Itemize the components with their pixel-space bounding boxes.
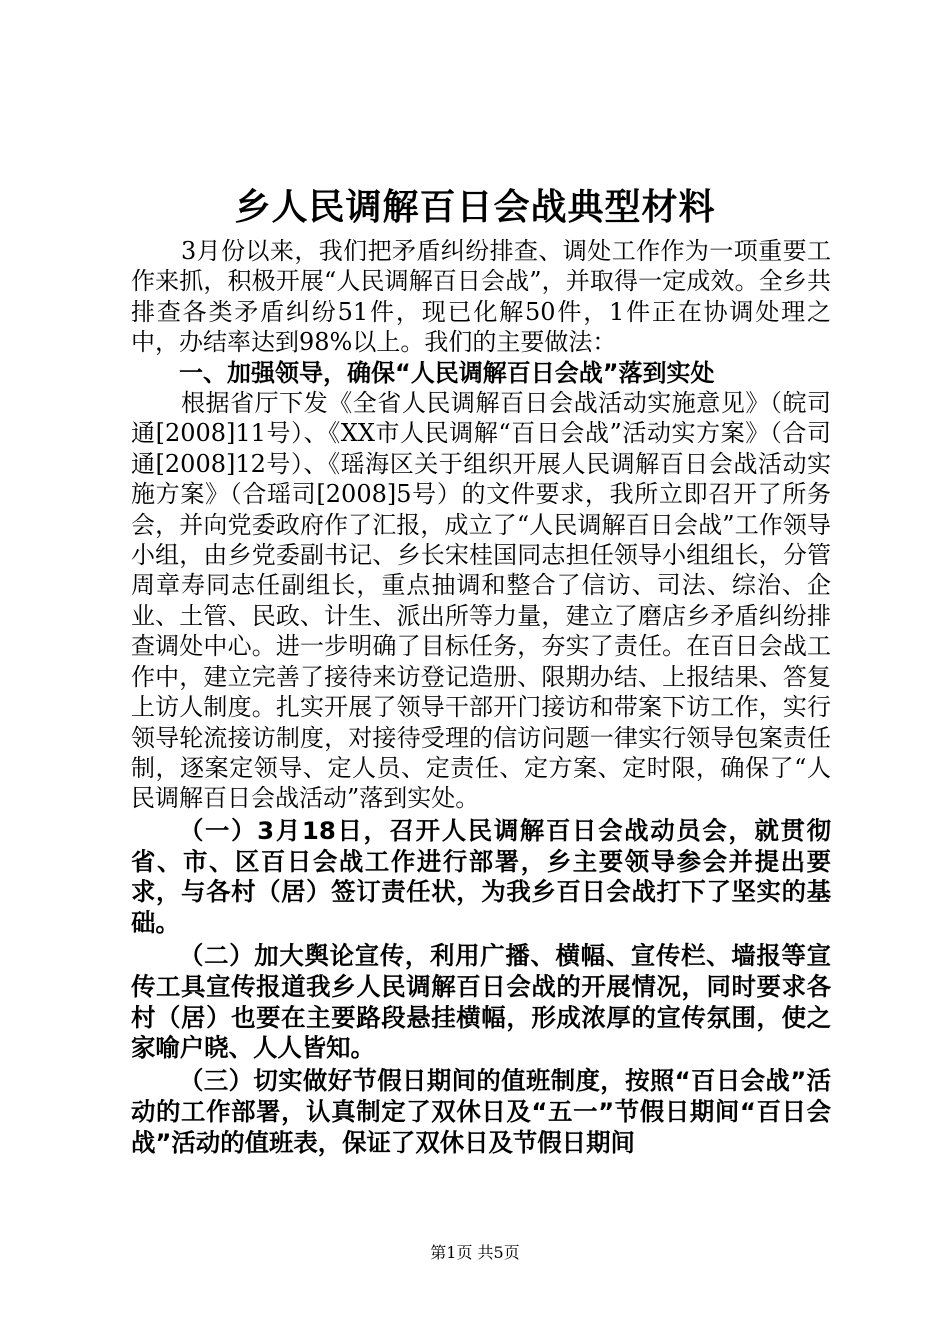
intro-paragraph: 3月份以来，我们把矛盾纠纷排查、调处工作作为一项重要工作来抓，积极开展“人民调解百日会战”，并取得一定成效。全乡共排查各类矛盾纠纷51件，现已化解50件，1件正在协调处理之中，办结率达到98%以上。我们的主要做法： (131, 237, 831, 357)
section-paragraph: 根据省厅下发《全省人民调解百日会战活动实施意见》（皖司通[2008]11号）、《XX市人民调解“百日会战”活动实方案》（合司通[2008]12号）、《瑶海区关于组织开展人民调解百日会战活动实施方案》（合瑶司[2008]5号）的文件要求，我所立即召开了所务会，并向党委政府作了汇报，成立了“人民调解百日会战”工作领导小组，由乡党委副书记、乡长宋桂国同志担任领导小组组长，分管周章寿同志任副组长，重点抽调和整合了信访、司法、综治、企业、土管、民政、计生、派出所等力量，建立了磨店乡矛盾纠纷排查调处中心。进一步明确了目标任务，夯实了责任。在百日会战工作中，建立完善了接待来访登记造册、限期办结、上报结果、答复上访人制度。扎实开展了领导干部开门接访和带案下访工作，实行领导轮流接访制度，对接待受理的信访问题一律实行领导包案责任制，逐案定领导、定人员、定责任、定方案、定时限，确保了“人民调解百日会战活动”落到实处。 (131, 389, 831, 813)
item-paragraph-2: （二）加大舆论宣传，利用广播、横幅、宣传栏、墙报等宣传工具宣传报道我乡人民调解百日会战的开展情况，同时要求各村（居）也要在主要路段悬挂横幅，形成浓厚的宣传氛围，使之家喻户晓、人人皆知。 (131, 940, 831, 1063)
item-paragraph-3: （三）切实做好节假日期间的值班制度，按照“百日会战”活动的工作部署，认真制定了双休日及“五一”节假日期间“百日会战”活动的值班表，保证了双休日及节假日期间 (131, 1066, 831, 1157)
page-footer: 第1页 共5页 (430, 1243, 520, 1262)
item-paragraph-1: （一）3月18日，召开人民调解百日会战动员会，就贯彻省、市、区百日会战工作进行部署，乡主要领导参会并提出要求，与各村（居）签订责任状，为我乡百日会战打下了坚实的基础。 (131, 815, 831, 938)
document-title: 乡人民调解百日会战典型材料 (234, 187, 716, 228)
document-body (131, 236, 831, 1158)
section-heading: 一、加强领导，确保“人民调解百日会战”落到实处 (179, 358, 715, 387)
